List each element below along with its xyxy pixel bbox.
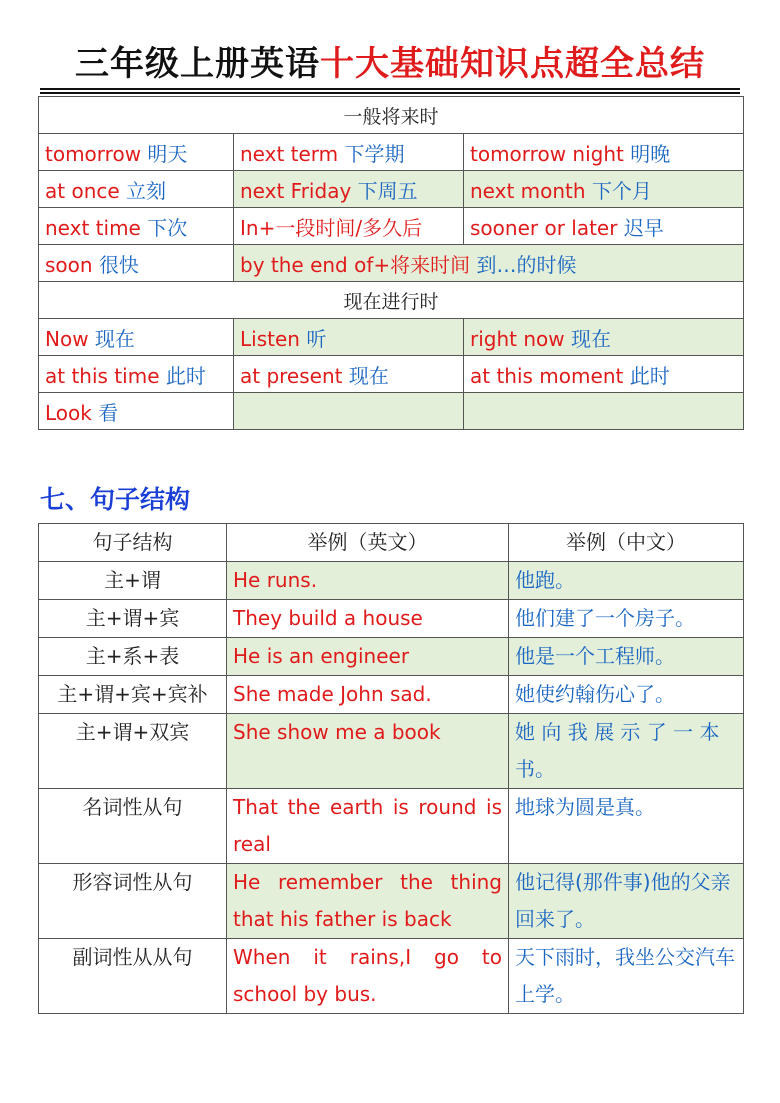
english-example-cell: He remember the thing that his father is back — [227, 864, 509, 939]
table-cell: next month 下个月 — [464, 171, 744, 208]
english-example-cell: That the earth is round is real — [227, 789, 509, 864]
english-example-cell: They build a house — [227, 600, 509, 638]
english-example-cell: She made John sad. — [227, 676, 509, 714]
table-cell: tomorrow night 明晚 — [464, 134, 744, 171]
table-row — [39, 638, 744, 676]
table-cell: sooner or later 迟早 — [464, 208, 744, 245]
table-cell-empty — [234, 393, 464, 430]
title-black: 三年级上册英语 — [75, 44, 320, 84]
table-row — [39, 208, 744, 245]
table-row — [39, 864, 744, 939]
english-example-cell: When it rains,I go to school by bus. — [227, 939, 509, 1014]
table-row — [39, 939, 744, 1014]
table-cell: In+一段时间/多久后 — [234, 208, 464, 245]
table-cell: Now 现在 — [39, 319, 234, 356]
future-tense-header: 一般将来时 — [39, 97, 744, 134]
table-cell-empty — [464, 393, 744, 430]
table-row — [39, 676, 744, 714]
structure-cell: 副词性从从句 — [39, 939, 227, 1014]
structure-cell: 主+谓 — [39, 562, 227, 600]
chinese-example-cell: 他跑。 — [509, 562, 744, 600]
table-cell: at this time 此时 — [39, 356, 234, 393]
structure-cell: 形容词性从句 — [39, 864, 227, 939]
table-cell: at present 现在 — [234, 356, 464, 393]
structure-cell: 主+系+表 — [39, 638, 227, 676]
table-cell: tomorrow 明天 — [39, 134, 234, 171]
column-header-structure: 句子结构 — [39, 524, 227, 562]
table-row — [39, 393, 744, 430]
column-header-english: 举例（英文） — [227, 524, 509, 562]
chinese-example-cell: 天下雨时，我坐公交汽车上学。 — [509, 939, 744, 1014]
table-cell: Listen 听 — [234, 319, 464, 356]
table-row — [39, 245, 744, 282]
column-header-chinese: 举例（中文） — [509, 524, 744, 562]
chinese-example-cell: 他们建了一个房子。 — [509, 600, 744, 638]
table-row — [39, 171, 744, 208]
table-row — [39, 714, 744, 789]
english-example-cell: He is an engineer — [227, 638, 509, 676]
structure-cell: 主+谓+双宾 — [39, 714, 227, 789]
table-cell: right now 现在 — [464, 319, 744, 356]
english-example-cell: He runs. — [227, 562, 509, 600]
table-cell: at this moment 此时 — [464, 356, 744, 393]
table-cell: soon 很快 — [39, 245, 234, 282]
chinese-example-cell: 她使约翰伤心了。 — [509, 676, 744, 714]
table-cell: by the end of+将来时间 到…的时候 — [234, 245, 744, 282]
structure-cell: 主+谓+宾 — [39, 600, 227, 638]
table-cell: next term 下学期 — [234, 134, 464, 171]
sentence-structure-table — [38, 523, 744, 1014]
structure-cell: 主+谓+宾+宾补 — [39, 676, 227, 714]
title-rule-bottom — [40, 92, 740, 94]
chinese-example-cell: 他是一个工程师。 — [509, 638, 744, 676]
table-cell: at once 立刻 — [39, 171, 234, 208]
chinese-example-cell: 地球为圆是真。 — [509, 789, 744, 864]
table-row — [39, 134, 744, 171]
chinese-example-cell: 她 向 我 展 示 了 一 本书。 — [509, 714, 744, 789]
table-row — [39, 789, 744, 864]
table-cell: next time 下次 — [39, 208, 234, 245]
table-row — [39, 356, 744, 393]
chinese-example-cell: 他记得(那件事)他的父亲回来了。 — [509, 864, 744, 939]
page-title — [0, 40, 780, 88]
time-words-table — [38, 96, 744, 430]
present-continuous-header: 现在进行时 — [39, 282, 744, 319]
table-row — [39, 562, 744, 600]
structure-cell: 名词性从句 — [39, 789, 227, 864]
title-rule-top — [40, 88, 740, 90]
title-red: 十大基础知识点超全总结 — [320, 44, 705, 84]
table-cell: next Friday 下周五 — [234, 171, 464, 208]
section-heading: 七、句子结构 — [40, 485, 191, 514]
table-row — [39, 600, 744, 638]
table-row — [39, 319, 744, 356]
table-cell: Look 看 — [39, 393, 234, 430]
english-example-cell: She show me a book — [227, 714, 509, 789]
